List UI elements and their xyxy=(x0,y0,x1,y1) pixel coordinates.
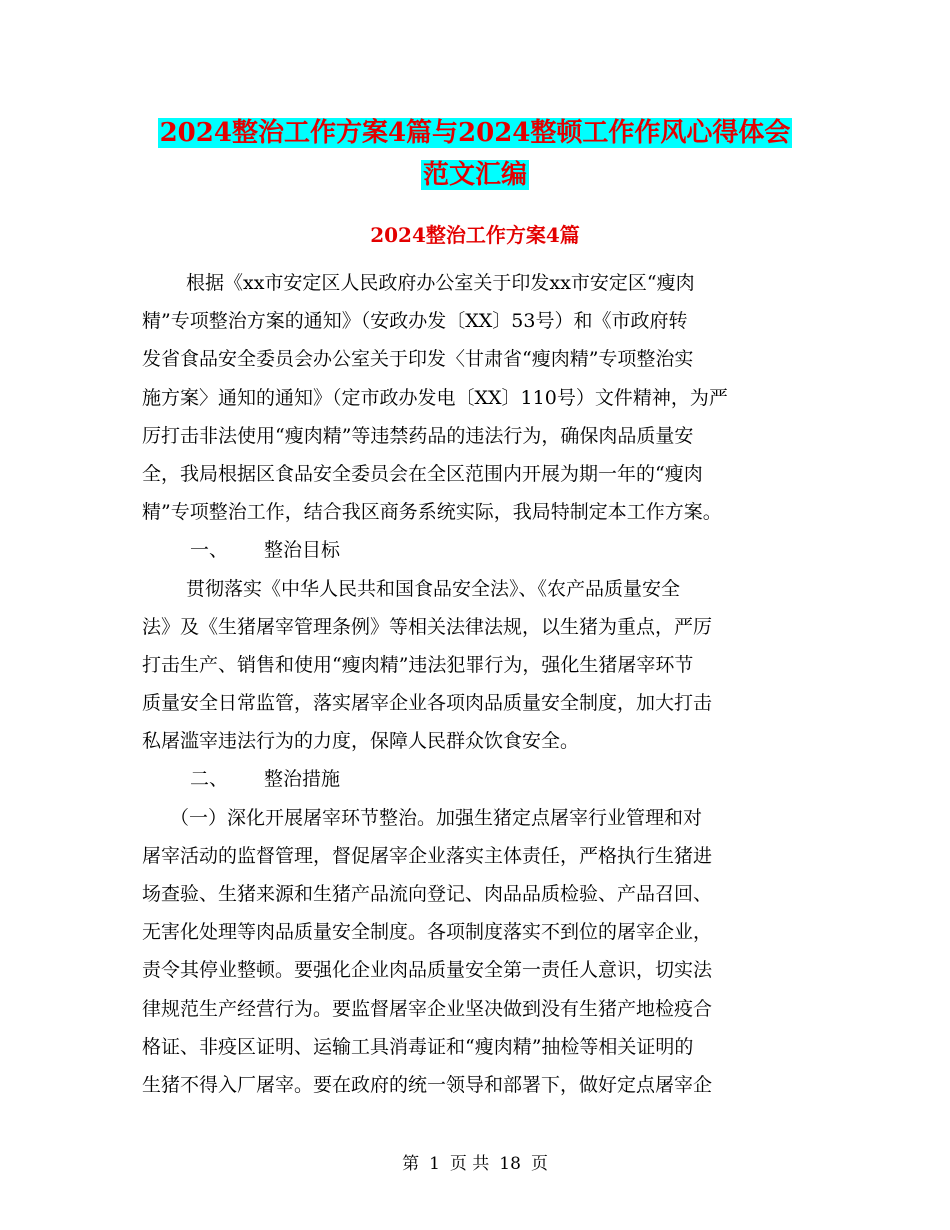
paragraph-measures xyxy=(142,799,812,1105)
text-line: 生猪不得入厂屠宰。要在政府的统一领导和部署下，做好定点屠宰企 xyxy=(142,1073,713,1096)
page-number: 1 xyxy=(429,1154,440,1174)
text-line: 律规范生产经营行为。要监督屠宰企业坚决做到没有生猪产地检疫合 xyxy=(142,997,713,1020)
text-line: 根据《xx市安定区人民政府办公室关于印发xx市安定区“瘦肉 xyxy=(186,272,695,294)
document-title-line-1: 2024整治工作方案4篇与2024整顿工作作风心得体会 xyxy=(159,118,791,148)
paragraph-intro xyxy=(142,264,812,531)
paragraph-goals xyxy=(142,570,812,761)
text-line: 质量安全日常监管，落实屠宰企业各项肉品质量安全制度，加大打击 xyxy=(142,692,713,715)
heading-goals xyxy=(142,531,812,569)
text-line: 私屠滥宰违法行为的力度，保障人民群众饮食安全。 xyxy=(142,730,580,753)
heading-measures xyxy=(142,760,812,798)
text-line: 屠宰活动的监督管理，督促屠宰企业落实主体责任，严格执行生猪进 xyxy=(142,844,713,867)
text-line: 打击生产、销售和使用“瘦肉精”违法犯罪行为，强化生猪屠宰环节 xyxy=(142,653,694,676)
footer-mid: 页 共 xyxy=(449,1154,490,1174)
text-line: 场查验、生猪来源和生猪产品流向登记、肉品品质检验、产品召回、 xyxy=(142,883,713,905)
heading-number: 一、 xyxy=(190,539,229,562)
text-line: 施方案〉通知的通知》（定市政办发电〔XX〕110号）文件精神，为严 xyxy=(142,386,728,409)
text-line: 发省食品安全委员会办公室关于印发〈甘肃省“瘦肉精”专项整治实 xyxy=(142,348,694,371)
text-line: 贯彻落实《中华人民共和国食品安全法》、《农产品质量安全 xyxy=(186,577,681,600)
document-title-line-2: 范文汇编 xyxy=(422,160,527,190)
text-line: 精”专项整治方案的通知》（安政办发〔XX〕53号）和《市政府转 xyxy=(142,310,688,333)
text-line: 格证、非疫区证明、运输工具消毒证和“瘦肉精”抽检等相关证明的 xyxy=(142,1035,694,1058)
footer-suffix: 页 xyxy=(530,1154,548,1174)
heading-text: 整治措施 xyxy=(264,768,341,791)
footer-prefix: 第 xyxy=(402,1154,420,1174)
text-line: 法》及《生猪屠宰管理条例》等相关法律法规，以生猪为重点，严厉 xyxy=(142,615,713,638)
document-body xyxy=(142,264,812,1104)
page-total: 18 xyxy=(499,1154,521,1174)
text-line: 厉打击非法使用“瘦肉精”等违禁药品的违法行为，确保肉品质量安 xyxy=(142,424,694,447)
text-line: （一）深化开展屠宰环节整治。加强生猪定点屠宰行业管理和对 xyxy=(170,806,703,829)
heading-number: 二、 xyxy=(190,768,229,791)
page-footer xyxy=(0,1152,950,1176)
text-line: 责令其停业整顿。要强化企业肉品质量安全第一责任人意识，切实法 xyxy=(142,959,713,982)
text-line: 无害化处理等肉品质量安全制度。各项制度落实不到位的屠宰企业， xyxy=(142,921,713,944)
text-line: 精”专项整治工作，结合我区商务系统实际，我局特制定本工作方案。 xyxy=(142,501,722,524)
text-line: 全，我局根据区食品安全委员会在全区范围内开展为期一年的“瘦肉 xyxy=(142,462,703,485)
heading-text: 整治目标 xyxy=(264,539,341,562)
section-title: 2024整治工作方案4篇 xyxy=(370,223,580,247)
